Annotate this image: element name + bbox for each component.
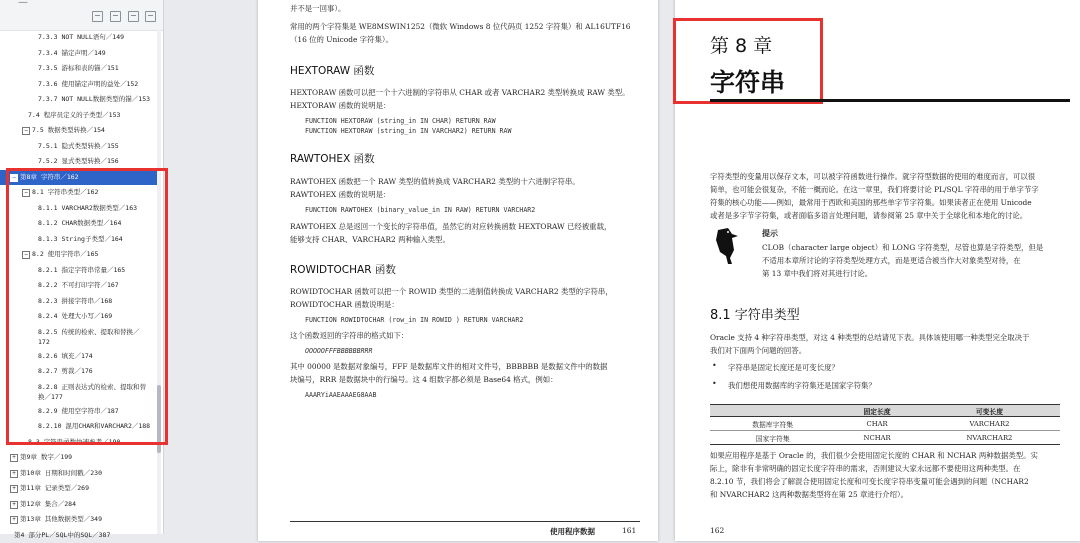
toc-item-label: 8.2.2 不可打印字符／167 xyxy=(38,281,119,289)
rowid-example: AAARYiAAEAAAEG8AAB xyxy=(305,390,376,400)
toc-item-label: 8.2 使用字符串／165 xyxy=(32,250,98,258)
collapse-toggle-icon[interactable]: − xyxy=(22,251,30,259)
toc-item[interactable] xyxy=(0,419,158,435)
table-row xyxy=(710,417,1060,431)
section-title: 8.1 字符串类型 xyxy=(710,304,800,323)
table-cell: 数据库字符集 xyxy=(710,417,835,431)
toc-item-label: 8.2.5 传统的检索、提取和替换／172 xyxy=(38,328,139,346)
toc-item[interactable] xyxy=(0,216,158,232)
footer-rule xyxy=(290,521,640,522)
rawtohex-para-1: RAWTOHEX 函数把一个 RAW 类型的值转换成 VARCHAR2 类型的十六进制字符串。 xyxy=(290,175,580,188)
toc-item-label: 8.2.1 指定字符串常量／165 xyxy=(38,266,125,274)
toc-item-label: 第13章 其他数据类型／349 xyxy=(20,515,102,523)
rowidtochar-after2-2: 块编号，RRR 是数据块中的行编号。这 4 组数字都必须是 Base64 格式，例如： xyxy=(290,373,558,386)
note-line-1: CLOB（character large object）和 LONG 字符类型，尽管也算是字符类型，但是 xyxy=(762,241,1043,254)
left-intro-2: （16 位的 Unicode 字符集）。 xyxy=(290,33,393,46)
table-header-row xyxy=(710,405,1060,417)
table-cell: NCHAR xyxy=(835,431,919,445)
after-table-2: 际上，除非有非常明确的固定长度字符串的需求，否则建议大家永远都不要使用这两种类型。在 xyxy=(710,462,1020,475)
toc-item[interactable] xyxy=(0,61,158,77)
bookmark-icon[interactable] xyxy=(145,11,156,22)
expand-toggle-icon[interactable]: + xyxy=(10,501,18,509)
toc-item[interactable] xyxy=(0,77,158,93)
toc-item-label: 7.5.2 显式类型转换／156 xyxy=(38,157,119,165)
left-intro-1: 常用的两个字符集是 WE8MSWIN1252（微软 Windows 8 位代码页 1252 字符集）和 AL16UTF16 xyxy=(290,20,631,33)
table-cell: 国家字符集 xyxy=(710,431,835,445)
left-top-line: 并不是一回事）。 xyxy=(290,2,345,15)
toc-item[interactable] xyxy=(0,92,158,108)
rowidtochar-after: 这个函数返回的字符串的格式如下： xyxy=(290,329,408,342)
bullet-2: 我们想使用数据库的字符集还是国家字符集？ xyxy=(728,379,876,392)
hextoraw-code-2: FUNCTION HEXTORAW (string_in IN VARCHAR2) RETURN RAW xyxy=(305,126,511,136)
toc-item[interactable] xyxy=(0,497,158,513)
toc-item[interactable] xyxy=(0,185,158,201)
toc-item-label: 7.4 程序员定义的子类型／153 xyxy=(28,111,120,119)
toc-item[interactable] xyxy=(0,512,158,528)
table-cell: VARCHAR2 xyxy=(919,417,1060,431)
hextoraw-code-1: FUNCTION HEXTORAW (string_in IN CHAR) RETURN RAW xyxy=(305,116,496,126)
section-intro-1: Oracle 支持 4 种字符串类型，对这 4 种类型的总结请见下表。具体该使用哪一种类型完全取决于 xyxy=(710,331,1029,344)
collapse-toggle-icon[interactable]: − xyxy=(22,127,30,135)
toc-item[interactable] xyxy=(0,123,158,139)
toc-item[interactable] xyxy=(0,364,158,380)
toc-tree xyxy=(0,30,158,543)
toc-item[interactable] xyxy=(0,309,158,325)
table-header xyxy=(710,405,835,417)
toc-item-selected[interactable] xyxy=(0,170,158,186)
scrollbar-thumb[interactable] xyxy=(157,385,161,453)
heading-rowidtochar: ROWIDTOCHAR 函数 xyxy=(290,262,396,277)
chapter-title: 字符串 xyxy=(710,63,785,99)
toc-item[interactable] xyxy=(0,435,158,451)
rawtohex-after-1: RAWTOHEX 总是返回一个变长的字符串值，虽然它的对应转换函数 HEXTORAW 已经被重载， xyxy=(290,220,611,233)
string-types-table xyxy=(710,404,1060,445)
toc-item-label: 8.2.10 混用CHAR和VARCHAR2／188 xyxy=(38,422,150,430)
section-intro-2: 我们对下面两个问题的回答。 xyxy=(710,344,806,357)
toc-item-label: 8.1 字符串类型／162 xyxy=(32,188,98,196)
toc-item-label: 8.2.3 拼接字符串／168 xyxy=(38,297,112,305)
toc-item[interactable] xyxy=(0,450,158,466)
toc-sidebar xyxy=(0,0,164,534)
note-line-3: 第 13 章中我们将对其进行讨论。 xyxy=(762,267,872,280)
bullet-icon: • xyxy=(712,379,717,388)
toc-item-label: 7.5 数据类型转换／154 xyxy=(32,126,105,134)
toc-item[interactable] xyxy=(0,325,158,349)
left-footer-title: 使用程序数据 xyxy=(550,526,595,537)
hextoraw-para-2: HEXTORAW 函数的说明是： xyxy=(290,99,390,112)
heading-rawtohex: RAWTOHEX 函数 xyxy=(290,151,375,166)
toc-item-label: 第10章 日期和时间戳／230 xyxy=(20,469,102,477)
toc-item-label: 8.1.1 VARCHAR2数据类型／163 xyxy=(38,204,137,212)
right-intro-4: 或者是多字节字符集，或者面临多语言处理问题，请参阅第 25 章中关于全球化和本地化的讨论。 xyxy=(710,209,1027,222)
toc-item[interactable] xyxy=(0,380,158,404)
chapter-number: 第 8 章 xyxy=(710,31,772,58)
note-title: 提示 xyxy=(762,228,778,239)
sidebar-toolbar xyxy=(0,0,163,31)
toc-item[interactable] xyxy=(0,528,158,543)
right-intro-1: 字符类型的变量用以保存文本，可以被字符函数进行操作。就字符型数据的使用的难度而言，可以很 xyxy=(710,170,1035,183)
toc-item[interactable] xyxy=(0,30,158,46)
toc-item-label: 第8章 字符串／162 xyxy=(20,173,79,181)
toc-item-label: 7.3.5 游标和表的锚／151 xyxy=(38,64,119,72)
expand-toggle-icon[interactable]: + xyxy=(10,470,18,478)
rawtohex-para-2: RAWTOHEX 函数的说明是： xyxy=(290,188,390,201)
right-footer-page: 162 xyxy=(710,526,724,535)
collapse-toggle-icon[interactable]: − xyxy=(10,174,18,182)
toc-item-label: 8.1.2 CHAR数据类型／164 xyxy=(38,219,121,227)
toc-item-label: 第9章 数字／199 xyxy=(20,453,72,461)
rowid-format: OOOOOFFFBBBBBBRRR xyxy=(305,346,373,356)
toc-item[interactable] xyxy=(0,278,158,294)
note-line-2: 不适用本章所讨论的字符类型处理方式，而是更适合被当作大对象类型对待，在 xyxy=(762,254,1021,267)
toc-item-label: 8.1.3 String子类型／164 xyxy=(38,235,123,243)
rowidtochar-para-1: ROWIDTOCHAR 函数可以把一个 ROWID 类型的二进制值转换成 VARCHAR2 类型的字符串， xyxy=(290,285,613,298)
hextoraw-para-1: HEXTORAW 函数可以把一个十六进制的字符串从 CHAR 或者 VARCHAR2 类型转换成 RAW 类型。 xyxy=(290,86,630,99)
collapse-all-icon[interactable] xyxy=(92,11,103,22)
after-table-4: 和 NVARCHAR2 这两种数据类型将在第 25 章进行介绍）。 xyxy=(710,488,908,501)
toc-item-label: 7.3.7 NOT NULL数据类型的锚／153 xyxy=(38,95,150,103)
toc-item[interactable] xyxy=(0,247,158,263)
toc-item-label: 8.2.6 填充／174 xyxy=(38,352,93,360)
toc-item[interactable] xyxy=(0,139,158,155)
left-footer-page: 161 xyxy=(622,526,636,535)
expand-toggle-icon[interactable]: + xyxy=(10,485,18,493)
chapter-rule xyxy=(710,99,1070,102)
sidebar-scrollbar[interactable] xyxy=(157,30,161,534)
toc-item[interactable] xyxy=(0,108,158,124)
bullet-1: 字符串是固定长度还是可变长度？ xyxy=(728,361,839,374)
rawtohex-code: FUNCTION RAWTOHEX (binary_value_in IN RAW) RETURN VARCHAR2 xyxy=(305,205,535,215)
bullet-icon: • xyxy=(712,361,717,370)
toc-item[interactable] xyxy=(0,466,158,482)
table-header: 可变长度 xyxy=(919,405,1060,417)
table-cell: NVARCHAR2 xyxy=(919,431,1060,445)
after-table-3: 8.2.10 节，我们将会了解混合使用固定长度和可变长度字符串变量可能会遇到的问题（NCHAR2 xyxy=(710,475,1029,488)
toc-item-label: 第4 部分PL／SQL中的SQL／387 xyxy=(14,531,110,539)
sidebar-close-icon[interactable]: — xyxy=(18,0,28,8)
toc-item[interactable] xyxy=(0,46,158,62)
toc-item[interactable] xyxy=(0,201,158,217)
toc-item[interactable] xyxy=(0,263,158,279)
toc-item-label: 7.5.1 隐式类型转换／155 xyxy=(38,142,119,150)
rowidtochar-code: FUNCTION ROWIDTOCHAR (row_in IN ROWID ) RETURN VARCHAR2 xyxy=(305,315,523,325)
collapse-toggle-icon[interactable]: − xyxy=(22,189,30,197)
toc-item-label: 第11章 记录类型／269 xyxy=(20,484,89,492)
toc-item-label: 7.3.6 使用锚定声明的益处／152 xyxy=(38,80,138,88)
expand-all-icon[interactable] xyxy=(110,11,121,22)
toc-item-label: 7.3.3 NOT NULL语句／149 xyxy=(38,33,124,41)
expand-toggle-icon[interactable]: + xyxy=(10,454,18,462)
table-header: 固定长度 xyxy=(835,405,919,417)
toc-item-label: 8.2.8 正则表达式的检索、提取和替换／177 xyxy=(38,383,146,401)
toc-item[interactable] xyxy=(0,404,158,420)
toc-item-label: 8.2.9 使用空字符串／187 xyxy=(38,407,119,415)
table-cell: CHAR xyxy=(835,417,919,431)
toc-item[interactable] xyxy=(0,294,158,310)
toc-item[interactable] xyxy=(0,232,158,248)
table-row xyxy=(710,431,1060,445)
toc-item-label: 8.2.7 剪裁／176 xyxy=(38,367,93,375)
toc-item[interactable] xyxy=(0,349,158,365)
after-table-1: 如果应用程序是基于 Oracle 的，我们很少会使用固定长度的 CHAR 和 NCHAR 两种数据类型。实 xyxy=(710,449,1038,462)
rowidtochar-para-2: ROWIDTOCHAR 函数说明是： xyxy=(290,298,399,311)
toc-item[interactable] xyxy=(0,154,158,170)
rawtohex-after-2: 能够支持 CHAR、VARCHAR2 两种输入类型。 xyxy=(290,233,450,246)
right-intro-3: 符集的核心功能——例如，最常用于西欧和美国的那些单字节字符集。如果读者正在使用 Unicode xyxy=(710,196,1032,209)
right-intro-2: 简单，也可能会很复杂，不能一概而论。在这一章里，我们将要讨论 PL/SQL 字符串的用于单字节字 xyxy=(710,183,1039,196)
toc-item-label: 8.3 字符串函数快速参考／190 xyxy=(28,438,120,446)
toc-item[interactable] xyxy=(0,481,158,497)
heading-hextoraw: HEXTORAW 函数 xyxy=(290,63,374,78)
rowidtochar-after2-1: 其中 00000 是数据对象编号，FFF 是数据库文件的相对文件号，BBBBBB 是数据文件中的数据 xyxy=(290,360,607,373)
bookmark-add-icon[interactable] xyxy=(128,11,139,22)
crow-icon xyxy=(712,226,740,266)
toc-item-label: 7.3.4 锚定声明／149 xyxy=(38,49,106,57)
toc-item-label: 第12章 集合／284 xyxy=(20,500,76,508)
toc-item-label: 8.2.4 处理大小写／169 xyxy=(38,312,112,320)
expand-toggle-icon[interactable]: + xyxy=(10,516,18,524)
